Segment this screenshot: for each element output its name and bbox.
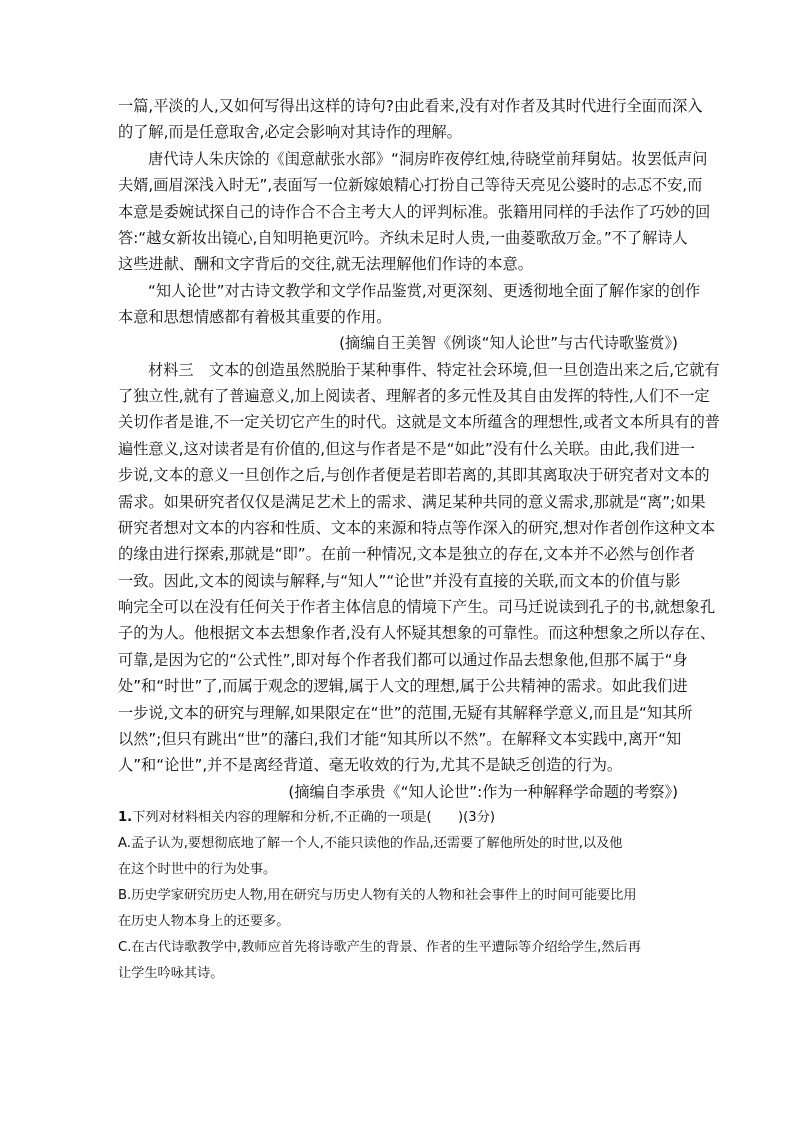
paragraph-line: 步说,文本的意义一旦创作之后,与创作者便是若即若离的,其即其离取决于研究者对文本的 xyxy=(118,466,710,484)
option-a-continued: 在这个时世中的行为处事。 xyxy=(118,862,277,877)
source-citation: (摘编自李承贵《“知人论世”:作为一种解释学命题的考察》) xyxy=(288,783,678,801)
paragraph-line: 材料三 文本的创造虽然脱胎于某种事件、特定社会环境,但一旦创造出来之后,它就有 xyxy=(148,361,720,379)
question-number: 1. xyxy=(118,810,133,825)
paragraph-line: 唐代诗人朱庆馀的《闺意献张水部》“洞房昨夜停红烛,待晓堂前拜舅姑。妆罢低声问 xyxy=(148,150,708,168)
paragraph-line: 一篇,平淡的人,又如何写得出这样的诗句?由此看来,没有对作者及其时代进行全面而深入 xyxy=(118,97,703,115)
question-text: 下列对材料相关内容的理解和分析,不正确的一项是( )(3分) xyxy=(132,810,496,825)
paragraph-line: 响完全可以在没有任何关于作者主体信息的情境下产生。司马迁说读到孔子的书,就想象孔 xyxy=(118,598,716,616)
paragraph-line: 以然”;但只有跳出“世”的藩臼,我们才能“知其所以不然”。在解释文本实践中,离开“知 xyxy=(118,730,682,748)
paragraph-line: 这些进献、酬和文字背后的交往,就无法理解他们作诗的本意。 xyxy=(118,255,533,273)
option-a: A.孟子认为,要想彻底地了解一个人,不能只读他的作品,还需要了解他所处的时世,以及他 xyxy=(118,836,623,851)
paragraph-line: 处”和“时世”了,而属于观念的逻辑,属于人文的理想,属于公共精神的需求。如此我们进 xyxy=(118,677,688,695)
paragraph-line: 本意和思想情感都有着极其重要的作用。 xyxy=(118,308,392,326)
option-b-continued: 在历史人物本身上的还要多。 xyxy=(118,914,290,929)
paragraph-line: 需求。如果研究者仅仅是满足艺术上的需求、满足某种共同的意义需求,那就是“离”;如果 xyxy=(118,493,706,511)
paragraph-line: “知人论世”对古诗文教学和文学作品鉴赏,对更深刻、更透彻地全面了解作家的创作 xyxy=(148,282,701,300)
paragraph-line: 夫婿,画眉深浅入时无”,表面写一位新嫁娘精心打扮自己等待天亮见公婆时的忐忑不安,而 xyxy=(118,176,703,194)
paragraph-line: 本意是委婉试探自己的诗作合不合主考大人的评判标准。张籍用同样的手法作了巧妙的回 xyxy=(118,203,711,221)
question-stem xyxy=(118,808,495,828)
option-c-continued: 让学生吟咏其诗。 xyxy=(118,966,224,981)
source-citation: (摘编自王美智《例谈“知人论世”与古代诗歌鉴赏》) xyxy=(339,334,678,352)
paragraph-line: 一步说,文本的研究与理解,如果限定在“世”的范围,无疑有其解释学意义,而且是“知其所 xyxy=(118,704,693,722)
paragraph-line: 遍性意义,这对读者是有价值的,但这与作者是不是“如此”没有什么关联。由此,我们进一 xyxy=(118,440,695,458)
option-c: C.在古代诗歌教学中,教师应首先将诗歌产生的背景、作者的生平遭际等介绍给学生,然后再 xyxy=(118,940,641,955)
paragraph-line: 答:“越女新妆出镜心,自知明艳更沉吟。齐纨未足时人贵,一曲菱歌敌万金。”不了解诗人 xyxy=(118,229,688,247)
paragraph-line: 的了解,而是任意取舍,必定会影响对其诗作的理解。 xyxy=(118,123,462,141)
option-b: B.历史学家研究历史人物,用在研究与历史人物有关的人物和社会事件上的时间可能要比用 xyxy=(118,888,637,903)
paragraph-line: 子的为人。他根据文本去想象作者,没有人怀疑其想象的可靠性。而这种想象之所以存在、 xyxy=(118,624,716,642)
paragraph-line: 人”和“论世”,并不是离经背道、毫无收效的行为,尤其不是缺乏创造的行为。 xyxy=(118,756,623,774)
paragraph-line: 的缘由进行探索,那就是“即”。在前一种情况,文本是独立的存在,文本并不必然与创作者 xyxy=(118,545,695,563)
paragraph-line: 可靠,是因为它的“公式性”,即对每个作者我们都可以通过作品去想象他,但那不属于“身 xyxy=(118,651,688,669)
paragraph-line: 关切作者是谁,不一定关切它产生的时代。这就是文本所蕴含的理想性,或者文本所具有的普 xyxy=(118,413,720,431)
paragraph-line: 研究者想对文本的内容和性质、文本的来源和特点等作深入的研究,想对作者创作这种文本 xyxy=(118,519,716,537)
paragraph-line: 一致。因此,文本的阅读与解释,与“知人”“论世”并没有直接的关联,而文本的价值与影 xyxy=(118,572,681,590)
paragraph-line: 了独立性,就有了普遍意义,加上阅读者、理解者的多元性及其自由发挥的特性,人们不一定 xyxy=(118,387,710,405)
